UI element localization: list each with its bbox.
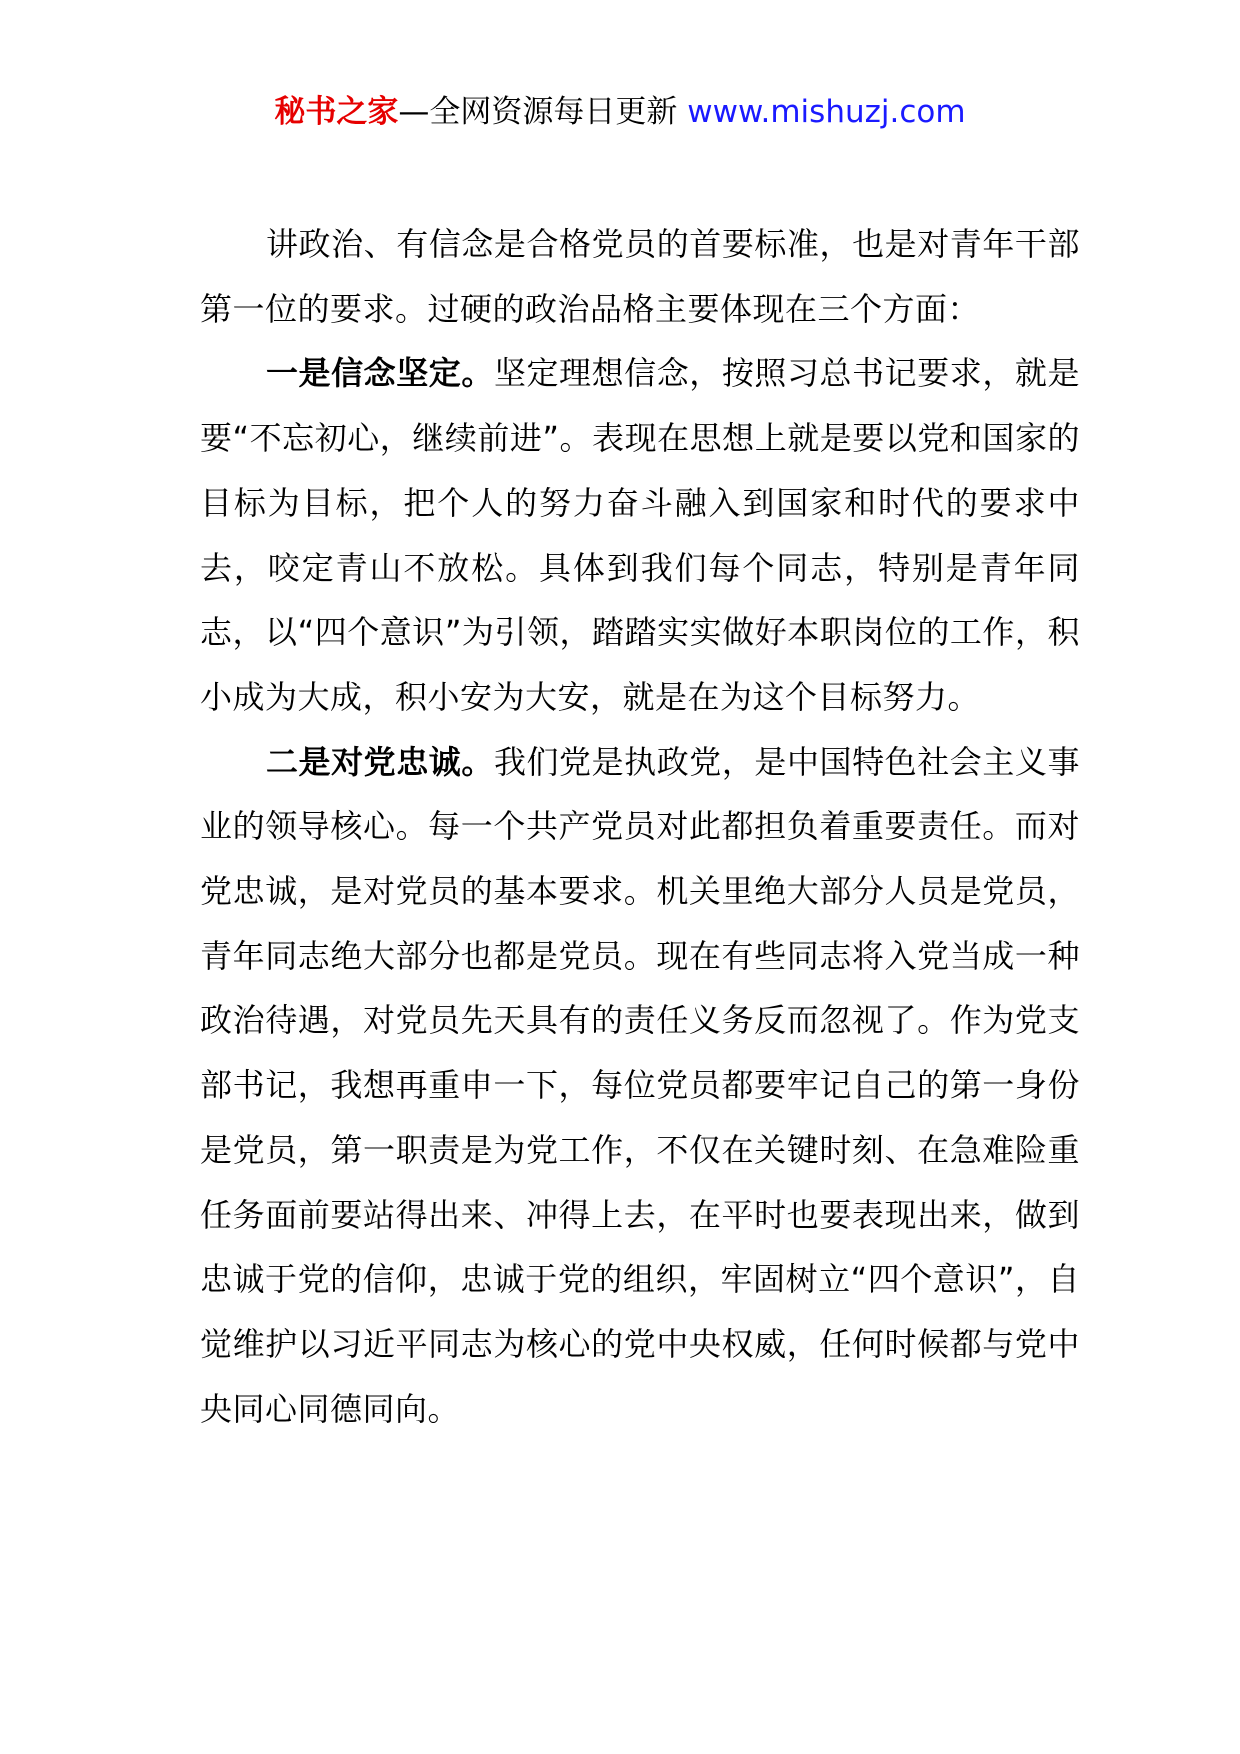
paragraph-intro xyxy=(200,212,1080,341)
header-tagline: —全网资源每日更新 xyxy=(398,94,678,130)
paragraph-text: 坚定理想信念，按照习总书记要求，就是要“不忘初心，继续前进”。表现在思想上就是要以党和国家的目标为目标，把个人的努力奋斗融入到国家和时代的要求中去，咬定青山不放松。具体到我们每个同志，特别是青年同志，以“四个意识”为引领，踏踏实实做好本职岗位的工作，积小成为大成，积小安为大安，就是在为这个目标努力。 xyxy=(200,354,1080,716)
website-link[interactable]: www.mishuzj.com xyxy=(687,94,966,130)
paragraph-lead: 一是信念坚定。 xyxy=(266,354,494,393)
paragraph-lead: 二是对党忠诚。 xyxy=(266,742,494,781)
paragraph-loyalty xyxy=(200,730,1080,1442)
paragraph-text: 我们党是执政党，是中国特色社会主义事业的领导核心。每一个共产党员对此都担负着重要责任。而对党忠诚，是对党员的基本要求。机关里绝大部分人员是党员，青年同志绝大部分也都是党员。现在有些同志将入党当成一种政治待遇，对党员先天具有的责任义务反而忽视了。作为党支部书记，我想再重申一下，每位党员都要牢记自己的第一身份是党员，第一职责是为党工作，不仅在关键时刻、在急难险重任务面前要站得出来、冲得上去，在平时也要表现出来，做到忠诚于党的信仰，忠诚于党的组织，牢固树立“四个意识”，自觉维护以习近平同志为核心的党中央权威，任何时候都与党中央同心同德同向。 xyxy=(200,742,1080,1428)
page-header xyxy=(0,92,1240,132)
paragraph-text: 讲政治、有信念是合格党员的首要标准，也是对青年干部第一位的要求。过硬的政治品格主要体现在三个方面： xyxy=(200,225,1080,328)
brand-name: 秘书之家 xyxy=(274,94,399,130)
paragraph-firm-belief xyxy=(200,341,1080,729)
document-body xyxy=(200,212,1080,1441)
